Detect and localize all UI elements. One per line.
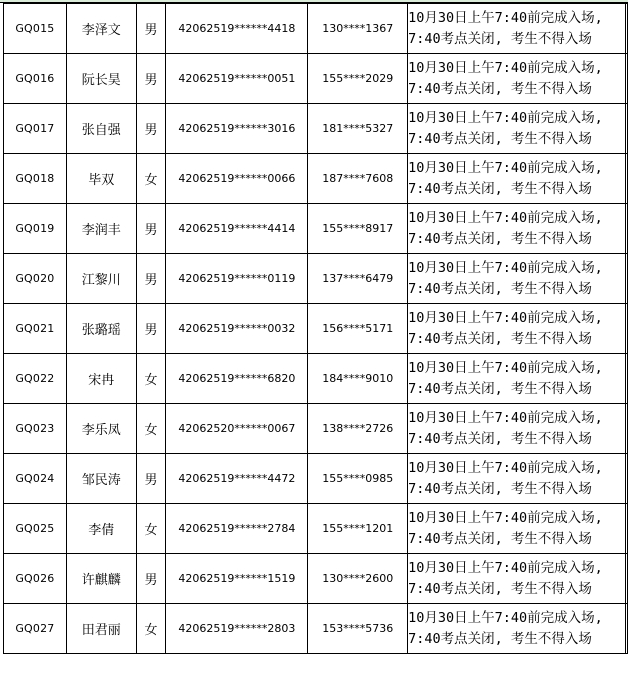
table-row[interactable] <box>4 454 628 504</box>
candidate-code-cell[interactable]: GQ020 <box>4 254 67 304</box>
candidate-sex-cell[interactable]: 女 <box>136 404 166 454</box>
candidate-name-cell[interactable]: 张自强 <box>66 104 136 154</box>
candidate-id-cell[interactable]: 42062519******2803 <box>166 604 308 654</box>
candidate-phone-cell[interactable]: 138****2726 <box>308 404 408 454</box>
candidate-name-cell[interactable]: 阮长昊 <box>66 54 136 104</box>
candidate-note-cell[interactable] <box>408 4 626 54</box>
table-row[interactable] <box>4 554 628 604</box>
note-line-1: 10月30日上午7:40前完成入场, <box>408 509 603 526</box>
note-line-2: 7:40考点关闭, 考生不得入场 <box>408 430 592 447</box>
candidate-note-cell[interactable] <box>408 54 626 104</box>
candidate-id-cell[interactable]: 42062519******0066 <box>166 154 308 204</box>
candidate-name-cell[interactable]: 李乐凤 <box>66 404 136 454</box>
note-line-2: 7:40考点关闭, 考生不得入场 <box>408 380 592 397</box>
candidate-id-cell[interactable]: 42062519******2784 <box>166 504 308 554</box>
table-row[interactable] <box>4 504 628 554</box>
trailing-cell[interactable] <box>625 454 627 504</box>
candidate-note-cell[interactable] <box>408 204 626 254</box>
note-line-2: 7:40考点关闭, 考生不得入场 <box>408 180 592 197</box>
trailing-cell[interactable] <box>625 104 627 154</box>
candidate-phone-cell[interactable]: 184****9010 <box>308 354 408 404</box>
candidate-phone-cell[interactable]: 156****5171 <box>308 304 408 354</box>
note-line-2: 7:40考点关闭, 考生不得入场 <box>408 330 592 347</box>
candidate-code-cell[interactable]: GQ019 <box>4 204 67 254</box>
candidate-note-cell[interactable] <box>408 254 626 304</box>
note-line-1: 10月30日上午7:40前完成入场, <box>408 209 603 226</box>
candidate-phone-cell[interactable]: 155****0985 <box>308 454 408 504</box>
candidate-phone-cell[interactable]: 155****1201 <box>308 504 408 554</box>
note-line-2: 7:40考点关闭, 考生不得入场 <box>408 230 592 247</box>
trailing-cell[interactable] <box>625 304 627 354</box>
candidate-name-cell[interactable]: 田君丽 <box>66 604 136 654</box>
candidate-name-cell[interactable]: 许麒麟 <box>66 554 136 604</box>
candidate-phone-cell[interactable]: 153****5736 <box>308 604 408 654</box>
table-row[interactable] <box>4 54 628 104</box>
candidate-sex-cell[interactable]: 男 <box>136 304 166 354</box>
candidate-sex-cell[interactable]: 男 <box>136 4 166 54</box>
candidate-note-cell[interactable] <box>408 354 626 404</box>
candidate-code-cell[interactable]: GQ016 <box>4 54 67 104</box>
candidate-code-cell[interactable]: GQ025 <box>4 504 67 554</box>
candidate-code-cell[interactable]: GQ024 <box>4 454 67 504</box>
candidate-name-cell[interactable]: 张璐瑶 <box>66 304 136 354</box>
candidate-sex-cell[interactable]: 女 <box>136 354 166 404</box>
candidate-id-cell[interactable]: 42062519******4472 <box>166 454 308 504</box>
candidate-id-cell[interactable]: 42062519******3016 <box>166 104 308 154</box>
trailing-cell[interactable] <box>625 604 627 654</box>
candidate-sex-cell[interactable]: 男 <box>136 554 166 604</box>
trailing-cell[interactable] <box>625 204 627 254</box>
candidate-note-cell[interactable] <box>408 154 626 204</box>
note-line-1: 10月30日上午7:40前完成入场, <box>408 309 603 326</box>
table-row[interactable] <box>4 404 628 454</box>
candidate-id-cell[interactable]: 42062519******0051 <box>166 54 308 104</box>
candidate-name-cell[interactable]: 李泽文 <box>66 4 136 54</box>
candidate-sex-cell[interactable]: 女 <box>136 504 166 554</box>
trailing-cell[interactable] <box>625 404 627 454</box>
candidate-phone-cell[interactable]: 137****6479 <box>308 254 408 304</box>
candidate-name-cell[interactable]: 邹民涛 <box>66 454 136 504</box>
candidate-phone-cell[interactable]: 181****5327 <box>308 104 408 154</box>
candidate-id-cell[interactable]: 42062520******0067 <box>166 404 308 454</box>
candidate-note-cell[interactable] <box>408 554 626 604</box>
trailing-cell[interactable] <box>625 4 627 54</box>
note-line-2: 7:40考点关闭, 考生不得入场 <box>408 580 592 597</box>
note-line-2: 7:40考点关闭, 考生不得入场 <box>408 280 592 297</box>
table-row[interactable] <box>4 204 628 254</box>
trailing-cell[interactable] <box>625 504 627 554</box>
table-row[interactable] <box>4 154 628 204</box>
candidate-name-cell[interactable]: 毕双 <box>66 154 136 204</box>
note-line-2: 7:40考点关闭, 考生不得入场 <box>408 130 592 147</box>
candidate-id-cell[interactable]: 42062519******0032 <box>166 304 308 354</box>
candidate-name-cell[interactable]: 宋冉 <box>66 354 136 404</box>
note-line-1: 10月30日上午7:40前完成入场, <box>408 109 603 126</box>
note-line-1: 10月30日上午7:40前完成入场, <box>408 459 603 476</box>
candidate-code-cell[interactable]: GQ026 <box>4 554 67 604</box>
candidate-phone-cell[interactable]: 155****2029 <box>308 54 408 104</box>
table-row[interactable] <box>4 4 628 54</box>
table-row[interactable] <box>4 304 628 354</box>
candidate-note-cell[interactable] <box>408 304 626 354</box>
candidate-id-cell[interactable]: 42062519******1519 <box>166 554 308 604</box>
note-line-1: 10月30日上午7:40前完成入场, <box>408 9 603 26</box>
candidate-name-cell[interactable]: 江黎川 <box>66 254 136 304</box>
candidate-phone-cell[interactable]: 130****1367 <box>308 4 408 54</box>
candidate-code-cell[interactable]: GQ022 <box>4 354 67 404</box>
candidate-code-cell[interactable]: GQ021 <box>4 304 67 354</box>
candidate-sex-cell[interactable]: 女 <box>136 604 166 654</box>
candidate-sex-cell[interactable]: 男 <box>136 454 166 504</box>
candidate-note-cell[interactable] <box>408 604 626 654</box>
trailing-cell[interactable] <box>625 254 627 304</box>
candidate-name-cell[interactable]: 李润丰 <box>66 204 136 254</box>
note-line-1: 10月30日上午7:40前完成入场, <box>408 259 603 276</box>
note-line-1: 10月30日上午7:40前完成入场, <box>408 609 603 626</box>
note-line-2: 7:40考点关闭, 考生不得入场 <box>408 80 592 97</box>
note-line-1: 10月30日上午7:40前完成入场, <box>408 409 603 426</box>
candidate-table <box>3 3 628 654</box>
candidate-code-cell[interactable]: GQ018 <box>4 154 67 204</box>
candidate-note-cell[interactable] <box>408 504 626 554</box>
trailing-cell[interactable] <box>625 354 627 404</box>
note-line-1: 10月30日上午7:40前完成入场, <box>408 159 603 176</box>
candidate-phone-cell[interactable]: 155****8917 <box>308 204 408 254</box>
candidate-phone-cell[interactable]: 187****7608 <box>308 154 408 204</box>
candidate-sex-cell[interactable]: 男 <box>136 254 166 304</box>
note-line-1: 10月30日上午7:40前完成入场, <box>408 359 603 376</box>
candidate-note-cell[interactable] <box>408 454 626 504</box>
candidate-code-cell[interactable]: GQ017 <box>4 104 67 154</box>
note-line-1: 10月30日上午7:40前完成入场, <box>408 59 603 76</box>
table-row[interactable] <box>4 254 628 304</box>
candidate-note-cell[interactable] <box>408 104 626 154</box>
candidate-id-cell[interactable]: 42062519******4418 <box>166 4 308 54</box>
candidate-sex-cell[interactable]: 男 <box>136 104 166 154</box>
trailing-cell[interactable] <box>625 554 627 604</box>
note-line-2: 7:40考点关闭, 考生不得入场 <box>408 480 592 497</box>
candidate-sex-cell[interactable]: 男 <box>136 204 166 254</box>
note-line-2: 7:40考点关闭, 考生不得入场 <box>408 30 592 47</box>
trailing-cell[interactable] <box>625 54 627 104</box>
table-row[interactable] <box>4 354 628 404</box>
candidate-phone-cell[interactable]: 130****2600 <box>308 554 408 604</box>
candidate-code-cell[interactable]: GQ027 <box>4 604 67 654</box>
note-line-1: 10月30日上午7:40前完成入场, <box>408 559 603 576</box>
candidate-name-cell[interactable]: 李倩 <box>66 504 136 554</box>
table-row[interactable] <box>4 604 628 654</box>
candidate-note-cell[interactable] <box>408 404 626 454</box>
candidate-id-cell[interactable]: 42062519******6820 <box>166 354 308 404</box>
candidate-code-cell[interactable]: GQ023 <box>4 404 67 454</box>
note-line-2: 7:40考点关闭, 考生不得入场 <box>408 630 592 647</box>
candidate-id-cell[interactable]: 42062519******0119 <box>166 254 308 304</box>
candidate-table-body <box>4 4 628 654</box>
candidate-sex-cell[interactable]: 男 <box>136 54 166 104</box>
trailing-cell[interactable] <box>625 154 627 204</box>
table-row[interactable] <box>4 104 628 154</box>
note-line-2: 7:40考点关闭, 考生不得入场 <box>408 530 592 547</box>
candidate-id-cell[interactable]: 42062519******4414 <box>166 204 308 254</box>
candidate-sex-cell[interactable]: 女 <box>136 154 166 204</box>
candidate-code-cell[interactable]: GQ015 <box>4 4 67 54</box>
